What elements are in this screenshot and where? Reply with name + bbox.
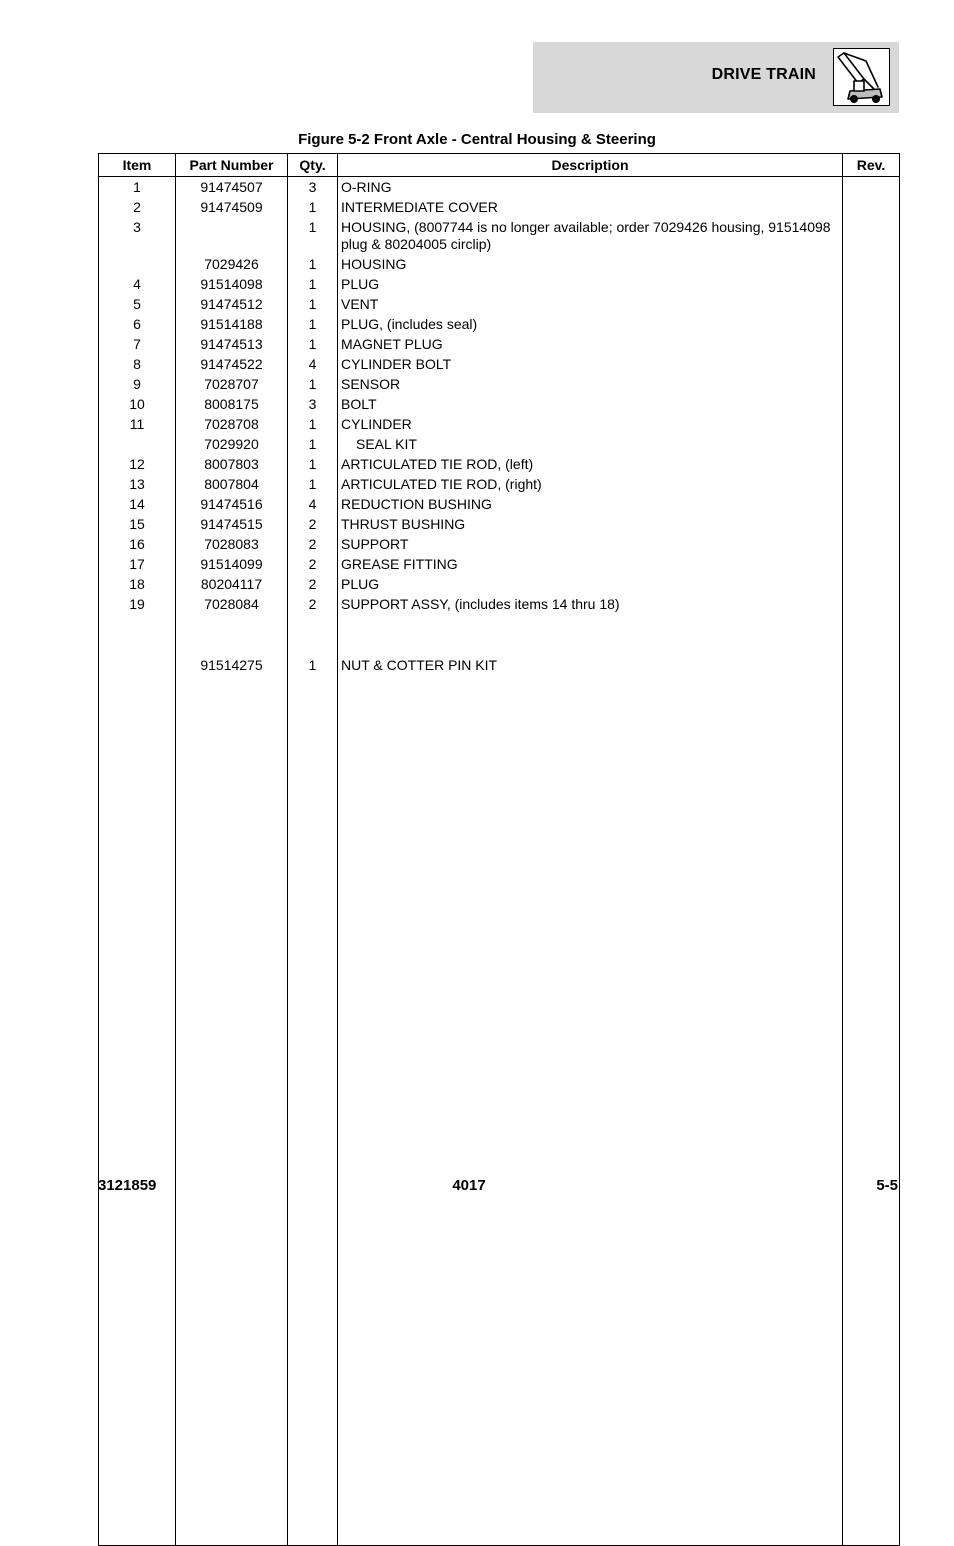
cell-item: 10	[99, 395, 176, 415]
cell-part-number	[176, 615, 288, 656]
cell-item: 19	[99, 595, 176, 615]
cell-part-number: 91514188	[176, 315, 288, 335]
filler-cell	[843, 676, 900, 1545]
section-title: DRIVE TRAIN	[711, 66, 816, 83]
cell-qty: 4	[288, 355, 338, 375]
table-row	[99, 455, 900, 475]
cell-part-number: 7029426	[176, 255, 288, 275]
cell-qty: 1	[288, 335, 338, 355]
cell-qty: 3	[288, 177, 338, 199]
cell-description: SEAL KIT	[338, 435, 843, 455]
cell-qty: 1	[288, 656, 338, 676]
table-row	[99, 275, 900, 295]
table-row	[99, 595, 900, 615]
cell-description: ARTICULATED TIE ROD, (right)	[338, 475, 843, 495]
cell-description: ARTICULATED TIE ROD, (left)	[338, 455, 843, 475]
cell-qty: 2	[288, 535, 338, 555]
cell-description: BOLT	[338, 395, 843, 415]
cell-part-number: 7028083	[176, 535, 288, 555]
cell-qty	[288, 615, 338, 656]
cell-item: 17	[99, 555, 176, 575]
cell-rev	[843, 177, 900, 199]
cell-part-number: 80204117	[176, 575, 288, 595]
cell-part-number: 7029920	[176, 435, 288, 455]
table-row	[99, 656, 900, 676]
cell-rev	[843, 575, 900, 595]
cell-rev	[843, 595, 900, 615]
table-row	[99, 375, 900, 395]
cell-rev	[843, 395, 900, 415]
cell-rev	[843, 615, 900, 656]
cell-item: 12	[99, 455, 176, 475]
cell-description: SENSOR	[338, 375, 843, 395]
cell-qty: 1	[288, 415, 338, 435]
cell-qty: 1	[288, 218, 338, 255]
cell-part-number: 91474513	[176, 335, 288, 355]
cell-rev	[843, 555, 900, 575]
cell-item: 11	[99, 415, 176, 435]
cell-description: INTERMEDIATE COVER	[338, 198, 843, 218]
cell-rev	[843, 495, 900, 515]
cell-item: 5	[99, 295, 176, 315]
filler-cell	[176, 676, 288, 1545]
table-row	[99, 495, 900, 515]
cell-item	[99, 435, 176, 455]
cell-rev	[843, 656, 900, 676]
cell-item: 1	[99, 177, 176, 199]
column-header-part-number: Part Number	[176, 154, 288, 177]
cell-qty: 1	[288, 295, 338, 315]
footer-document-number: 3121859	[98, 1177, 157, 1194]
cell-rev	[843, 218, 900, 255]
cell-rev	[843, 275, 900, 295]
table-row	[99, 218, 900, 255]
filler-cell	[338, 676, 843, 1545]
cell-item	[99, 615, 176, 656]
cell-item: 18	[99, 575, 176, 595]
table-row	[99, 295, 900, 315]
cell-description: O-RING	[338, 177, 843, 199]
cell-qty: 1	[288, 198, 338, 218]
cell-rev	[843, 535, 900, 555]
table-row	[99, 198, 900, 218]
parts-table	[98, 153, 900, 1546]
column-header-description: Description	[338, 154, 843, 177]
cell-rev	[843, 415, 900, 435]
cell-part-number: 91474515	[176, 515, 288, 535]
cell-item: 2	[99, 198, 176, 218]
cell-description: NUT & COTTER PIN KIT	[338, 656, 843, 676]
drive-train-icon	[833, 48, 890, 106]
filler-cell	[288, 676, 338, 1545]
cell-item	[99, 656, 176, 676]
cell-description: GREASE FITTING	[338, 555, 843, 575]
cell-qty: 2	[288, 515, 338, 535]
column-header-qty: Qty.	[288, 154, 338, 177]
cell-item: 16	[99, 535, 176, 555]
table-row	[99, 515, 900, 535]
table-header-row	[99, 154, 900, 177]
cell-part-number: 91474507	[176, 177, 288, 199]
cell-rev	[843, 375, 900, 395]
cell-description: MAGNET PLUG	[338, 335, 843, 355]
cell-part-number: 8008175	[176, 395, 288, 415]
cell-item: 15	[99, 515, 176, 535]
cell-description: PLUG	[338, 275, 843, 295]
cell-part-number: 91474516	[176, 495, 288, 515]
cell-description: CYLINDER	[338, 415, 843, 435]
cell-part-number: 91514099	[176, 555, 288, 575]
table-row	[99, 615, 900, 656]
table-row	[99, 355, 900, 375]
cell-qty: 4	[288, 495, 338, 515]
cell-part-number	[176, 218, 288, 255]
cell-part-number: 7028084	[176, 595, 288, 615]
cell-qty: 3	[288, 395, 338, 415]
table-row	[99, 475, 900, 495]
table-row	[99, 555, 900, 575]
cell-qty: 2	[288, 575, 338, 595]
column-header-item: Item	[99, 154, 176, 177]
cell-description: HOUSING, (8007744 is no longer available; order 7029426 housing, 91514098 plug & 80204005 circlip)	[338, 218, 843, 255]
cell-part-number: 7028708	[176, 415, 288, 435]
cell-item: 6	[99, 315, 176, 335]
cell-part-number: 91514098	[176, 275, 288, 295]
table-row	[99, 415, 900, 435]
cell-item: 13	[99, 475, 176, 495]
cell-part-number: 7028707	[176, 375, 288, 395]
cell-qty: 2	[288, 595, 338, 615]
cell-rev	[843, 335, 900, 355]
cell-description: SUPPORT	[338, 535, 843, 555]
table-row	[99, 315, 900, 335]
cell-rev	[843, 295, 900, 315]
table-row	[99, 177, 900, 199]
section-header	[533, 42, 899, 113]
cell-rev	[843, 198, 900, 218]
table-row	[99, 335, 900, 355]
cell-qty: 1	[288, 275, 338, 295]
cell-item: 4	[99, 275, 176, 295]
cell-rev	[843, 515, 900, 535]
cell-description: SUPPORT ASSY, (includes items 14 thru 18)	[338, 595, 843, 615]
table-row	[99, 255, 900, 275]
cell-item	[99, 255, 176, 275]
cell-qty: 1	[288, 455, 338, 475]
cell-description: PLUG	[338, 575, 843, 595]
cell-description: VENT	[338, 295, 843, 315]
cell-part-number: 91474509	[176, 198, 288, 218]
cell-qty: 1	[288, 255, 338, 275]
cell-rev	[843, 355, 900, 375]
cell-item: 7	[99, 335, 176, 355]
table-filler-row	[99, 676, 900, 1545]
cell-rev	[843, 255, 900, 275]
cell-qty: 2	[288, 555, 338, 575]
cell-qty: 1	[288, 315, 338, 335]
cell-qty: 1	[288, 435, 338, 455]
cell-description: REDUCTION BUSHING	[338, 495, 843, 515]
cell-part-number: 91474512	[176, 295, 288, 315]
table-row	[99, 435, 900, 455]
cell-item: 3	[99, 218, 176, 255]
table-row	[99, 535, 900, 555]
footer-page-number: 5-5	[876, 1177, 898, 1194]
table-row	[99, 395, 900, 415]
cell-part-number: 8007804	[176, 475, 288, 495]
column-header-rev: Rev.	[843, 154, 900, 177]
cell-item: 8	[99, 355, 176, 375]
cell-rev	[843, 435, 900, 455]
cell-qty: 1	[288, 475, 338, 495]
cell-item: 14	[99, 495, 176, 515]
cell-item: 9	[99, 375, 176, 395]
cell-part-number: 8007803	[176, 455, 288, 475]
filler-cell	[99, 676, 176, 1545]
footer-model: 4017	[452, 1177, 486, 1194]
cell-rev	[843, 315, 900, 335]
cell-part-number: 91514275	[176, 656, 288, 676]
cell-rev	[843, 455, 900, 475]
cell-qty: 1	[288, 375, 338, 395]
table-row	[99, 575, 900, 595]
cell-rev	[843, 475, 900, 495]
cell-description: CYLINDER BOLT	[338, 355, 843, 375]
cell-description	[338, 615, 843, 656]
cell-description: HOUSING	[338, 255, 843, 275]
figure-title: Figure 5-2 Front Axle - Central Housing & Steering	[298, 131, 656, 148]
cell-description: THRUST BUSHING	[338, 515, 843, 535]
cell-description: PLUG, (includes seal)	[338, 315, 843, 335]
cell-part-number: 91474522	[176, 355, 288, 375]
